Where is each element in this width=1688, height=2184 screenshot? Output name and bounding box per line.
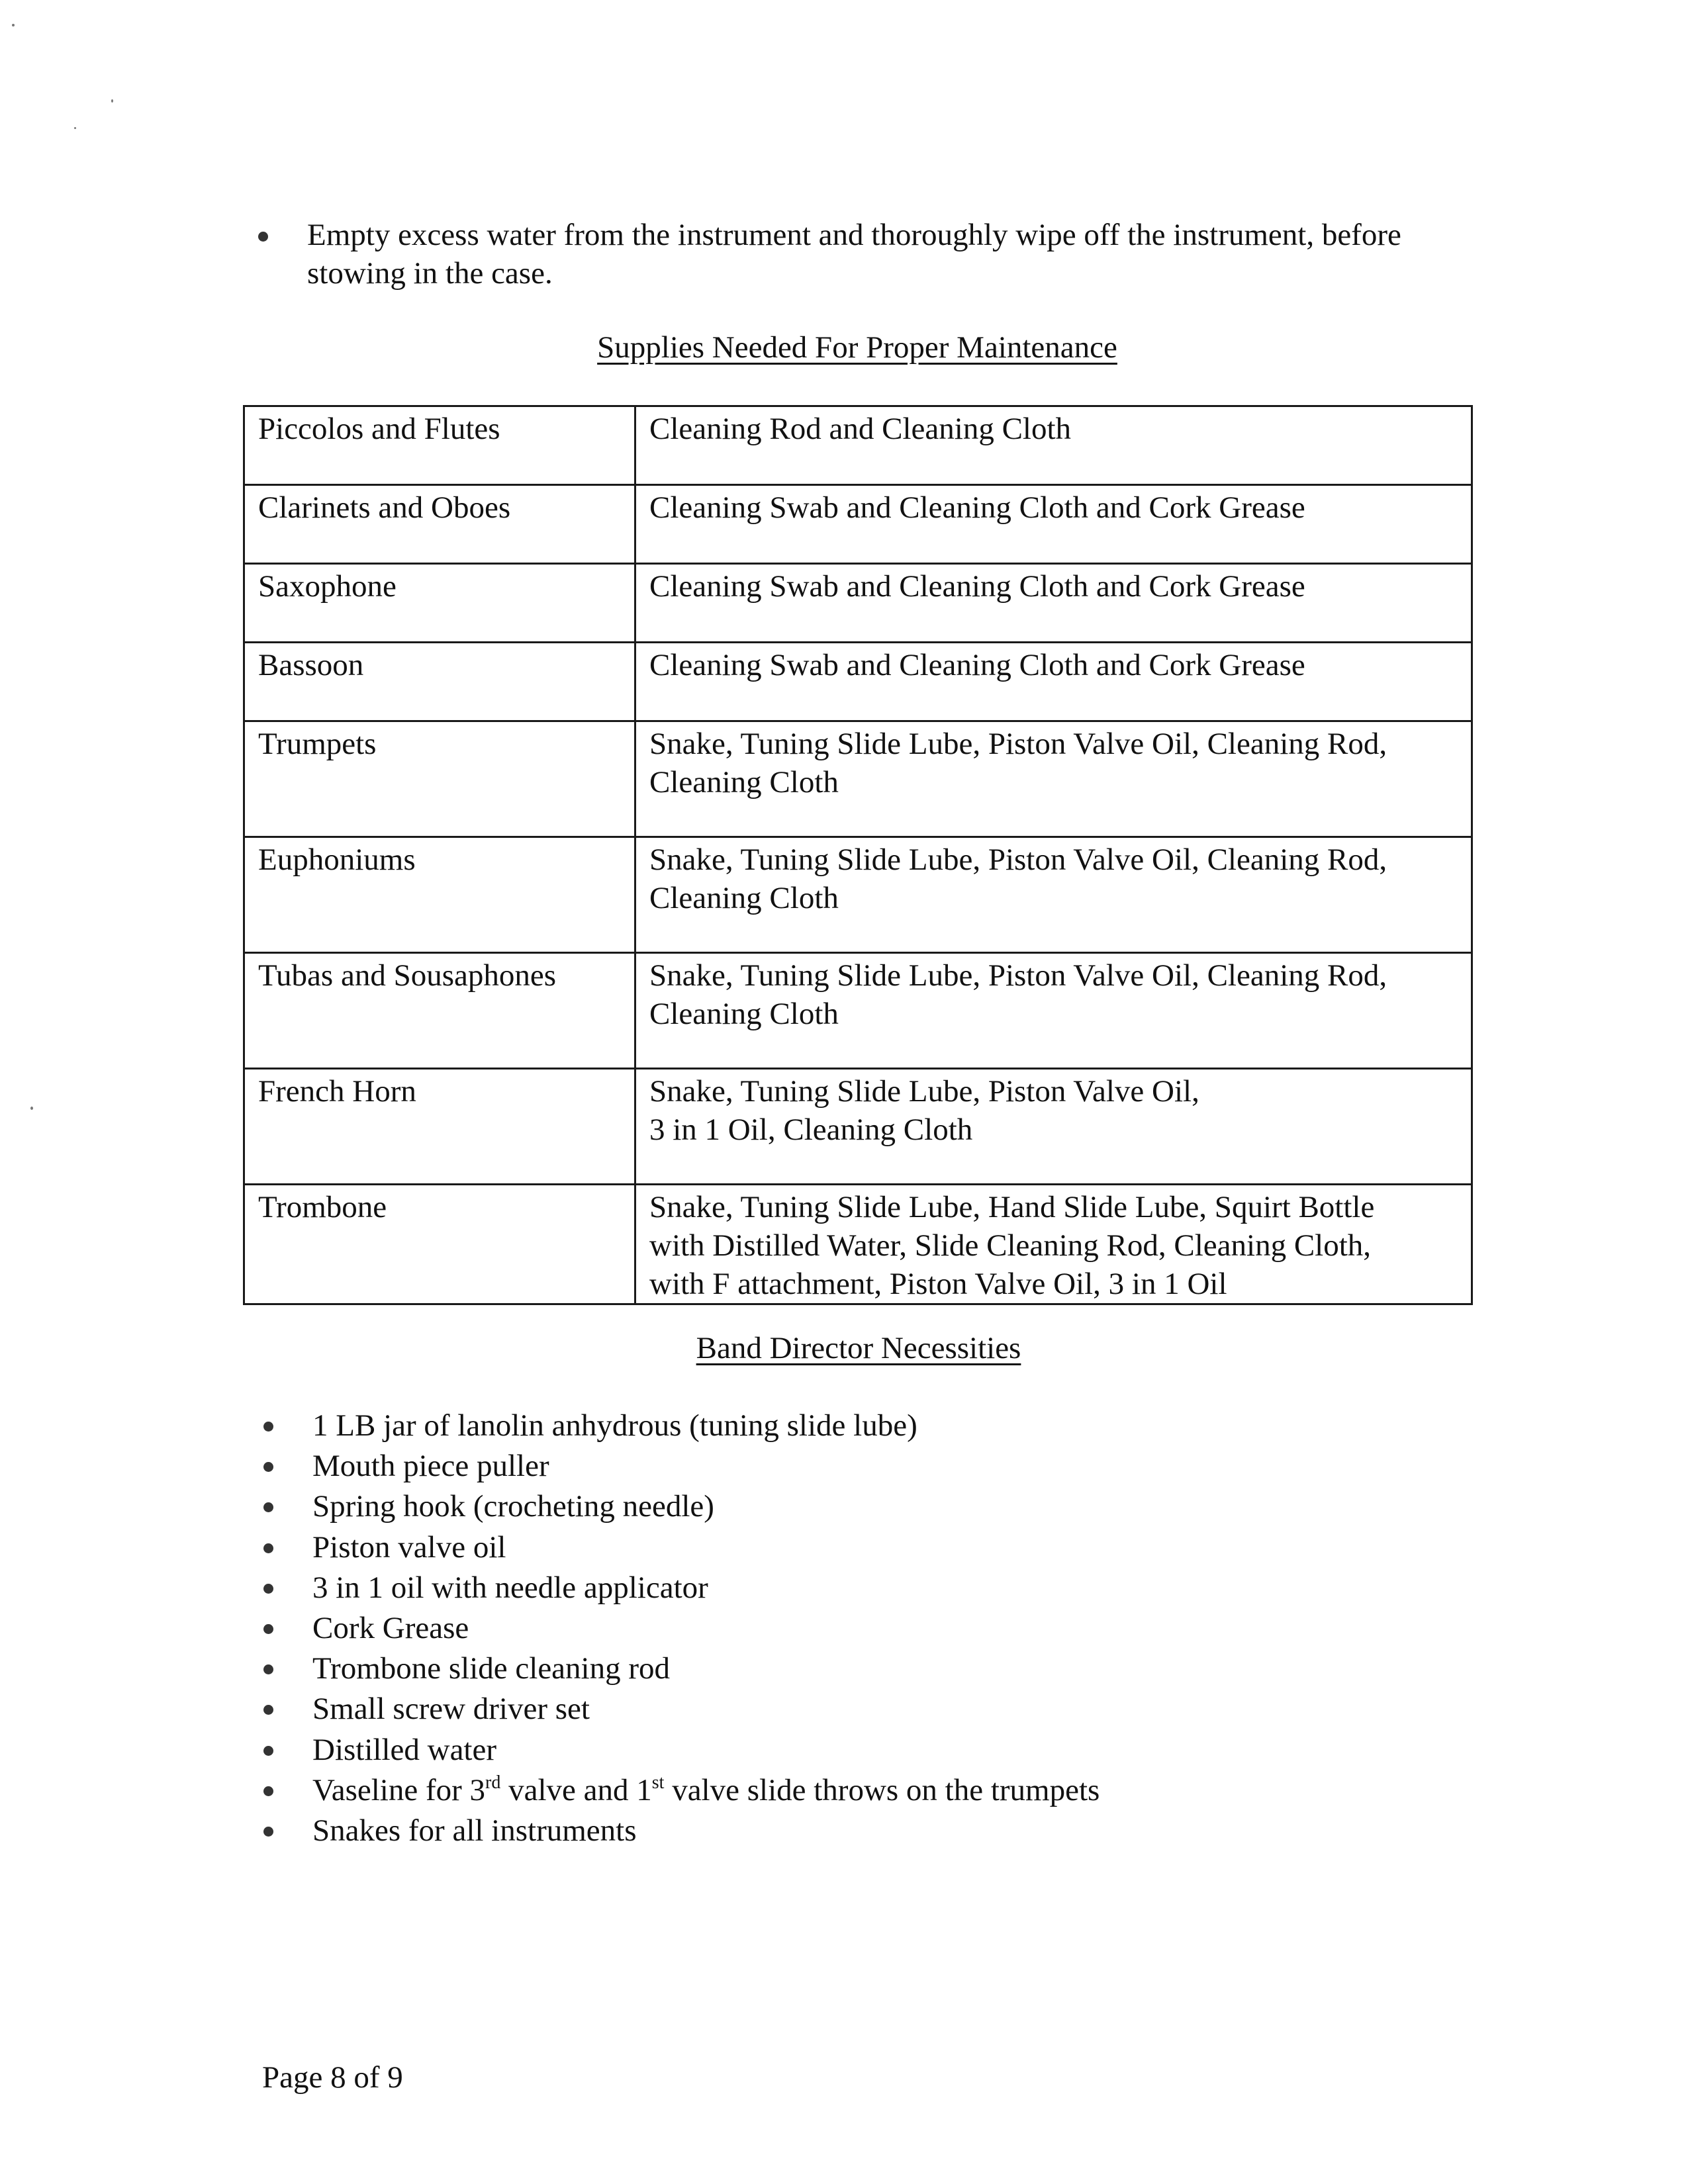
supplies-heading <box>13 330 1688 365</box>
bullet-icon <box>263 1422 273 1432</box>
supplies-line: with F attachment, Piston Valve Oil, 3 in 1 Oil <box>649 1267 1227 1301</box>
supplies-cell <box>635 1069 1472 1185</box>
table-row <box>244 1185 1472 1304</box>
supplies-cell <box>635 1185 1472 1304</box>
table-row <box>244 721 1472 837</box>
list-item <box>263 1446 1100 1486</box>
table-row <box>244 485 1472 564</box>
scan-speck <box>111 99 113 103</box>
supplies-cell: Cleaning Swab and Cleaning Cloth and Cork Grease <box>635 564 1472 643</box>
list-item <box>263 1689 1100 1729</box>
supplies-table <box>243 405 1473 1305</box>
bullet-icon <box>263 1786 273 1796</box>
bullet-icon <box>263 1462 273 1472</box>
bullet-icon <box>263 1746 273 1756</box>
intro-bullet-text: Empty excess water from the instrument and thoroughly wipe off the instrument, before stowing in the case. <box>307 218 1401 291</box>
list-item <box>263 1568 1100 1608</box>
scan-speck <box>30 1107 33 1110</box>
instrument-cell: Clarinets and Oboes <box>244 485 635 564</box>
instrument-cell: Saxophone <box>244 564 635 643</box>
supplies-line: Snake, Tuning Slide Lube, Hand Slide Lube, Squirt Bottle <box>649 1190 1375 1224</box>
ordinal-suffix: st <box>651 1772 665 1793</box>
supplies-cell: Cleaning Swab and Cleaning Cloth and Cork Grease <box>635 643 1472 721</box>
bullet-icon <box>263 1543 273 1553</box>
bullet-icon <box>263 1502 273 1512</box>
instrument-cell: Trombone <box>244 1185 635 1304</box>
instrument-cell: Trumpets <box>244 721 635 837</box>
list-item <box>263 1730 1100 1770</box>
band-director-heading <box>15 1330 1688 1366</box>
text-fragment: Vaseline for 3 <box>312 1772 486 1807</box>
supplies-heading-text: Supplies Needed For Proper Maintenance <box>597 330 1117 365</box>
list-item <box>263 1406 1100 1446</box>
bullet-icon <box>263 1705 273 1715</box>
table-row <box>244 406 1472 485</box>
supplies-cell: Cleaning Swab and Cleaning Cloth and Cork Grease <box>635 485 1472 564</box>
supplies-line: 3 in 1 Oil, Cleaning Cloth <box>649 1113 973 1147</box>
table-row <box>244 643 1472 721</box>
bullet-icon <box>263 1624 273 1634</box>
instrument-cell: French Horn <box>244 1069 635 1185</box>
instrument-cell: Tubas and Sousaphones <box>244 953 635 1069</box>
list-item-text: Cork Grease <box>312 1611 469 1646</box>
list-item <box>263 1527 1100 1568</box>
text-fragment: valve and 1 <box>500 1772 652 1807</box>
bullet-icon <box>263 1827 273 1837</box>
list-item-text: 1 LB jar of lanolin anhydrous (tuning slide lube) <box>312 1408 917 1443</box>
list-item-text <box>312 1773 1100 1807</box>
ordinal-suffix: rd <box>485 1772 501 1793</box>
list-item-text: Mouth piece puller <box>312 1449 549 1484</box>
table-row <box>244 1069 1472 1185</box>
list-item <box>263 1770 1100 1811</box>
table-row <box>244 564 1472 643</box>
band-director-list <box>263 1406 1100 1851</box>
list-item-text: Distilled water <box>312 1732 497 1767</box>
instrument-cell: Bassoon <box>244 643 635 721</box>
text-fragment: valve slide throws on the trumpets <box>664 1772 1100 1807</box>
table-row <box>244 837 1472 953</box>
bullet-icon <box>263 1664 273 1674</box>
instrument-cell: Piccolos and Flutes <box>244 406 635 485</box>
page-number: Page 8 of 9 <box>262 2060 403 2095</box>
band-director-heading-text: Band Director Necessities <box>696 1331 1021 1365</box>
list-item <box>263 1649 1100 1689</box>
supplies-cell: Snake, Tuning Slide Lube, Piston Valve Oil, Cleaning Rod, Cleaning Cloth <box>635 953 1472 1069</box>
supplies-cell: Cleaning Rod and Cleaning Cloth <box>635 406 1472 485</box>
supplies-line: with Distilled Water, Slide Cleaning Rod, Cleaning Cloth, <box>649 1228 1372 1263</box>
bullet-icon <box>263 1584 273 1594</box>
list-item-text: Piston valve oil <box>312 1529 506 1565</box>
list-item <box>263 1608 1100 1649</box>
instrument-cell: Euphoniums <box>244 837 635 953</box>
scan-speck <box>12 24 15 26</box>
supplies-cell: Snake, Tuning Slide Lube, Piston Valve Oil, Cleaning Rod, Cleaning Cloth <box>635 721 1472 837</box>
list-item-text: Snakes for all instruments <box>312 1813 637 1848</box>
list-item <box>263 1811 1100 1851</box>
scan-speck <box>74 127 76 129</box>
list-item-text: Trombone slide cleaning rod <box>312 1651 670 1686</box>
supplies-cell: Snake, Tuning Slide Lube, Piston Valve Oil, Cleaning Rod, Cleaning Cloth <box>635 837 1472 953</box>
list-item <box>263 1486 1100 1527</box>
list-item-text: 3 in 1 oil with needle applicator <box>312 1570 708 1605</box>
table-row <box>244 953 1472 1069</box>
list-item-text: Spring hook (crocheting needle) <box>312 1489 714 1524</box>
bullet-icon <box>258 232 268 242</box>
supplies-line: Snake, Tuning Slide Lube, Piston Valve Oil, <box>649 1074 1199 1109</box>
list-item-text: Small screw driver set <box>312 1692 590 1727</box>
